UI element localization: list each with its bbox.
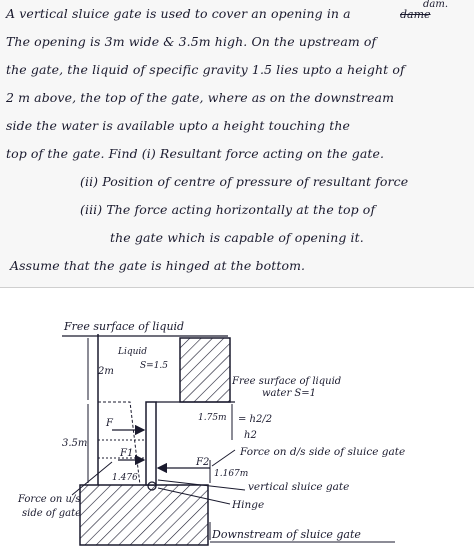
label-35m: 3.5m (62, 438, 88, 449)
dam-lower-block (80, 485, 208, 545)
label-force-us-2: side of gate (22, 508, 82, 519)
problem-line-8: (iii) The force acting horizontally at the top of (80, 202, 376, 217)
problem-line-9: the gate which is capable of opening it. (110, 230, 364, 245)
problem-line-5: side the water is available upto a height touching the (6, 118, 350, 133)
dam-upper-block (180, 338, 230, 402)
label-vertical-gate: vertical sluice gate (248, 481, 350, 493)
label-h2: h2 (244, 430, 257, 441)
label-sg: S=1.5 (140, 361, 169, 371)
problem-line-1: A vertical sluice gate is used to cover an opening in a (6, 6, 351, 21)
correction-word: dam. (423, 0, 449, 10)
label-2m: 2m (98, 366, 114, 377)
leader-force-ds (212, 450, 235, 466)
sluice-gate (146, 402, 156, 485)
label-liquid: Liquid (118, 347, 148, 357)
problem-line-3: the gate, the liquid of specific gravity 1.5 lies upto a height of (6, 62, 405, 77)
label-F2: F2 (196, 457, 210, 468)
label-hinge: Hinge (232, 499, 265, 511)
problem-line-4: 2 m above, the top of the gate, where as on the downstream (6, 90, 395, 105)
problem-line-6: top of the gate. Find (i) Resultant force acting on the gate. (6, 146, 385, 161)
label-downstream: Downstream of sluice gate (212, 528, 361, 541)
problem-line-2: The opening is 3m wide & 3.5m high. On the upstream of (6, 34, 377, 49)
label-free-surface-liquid: Free surface of liquid (64, 320, 185, 333)
label-free-surface-liquid-2: Free surface of liquid (232, 376, 342, 387)
label-eq-half: = h2/2 (238, 414, 273, 425)
label-force-ds: Force on d/s side of sluice gate (240, 446, 406, 458)
problem-line-7: (ii) Position of centre of pressure of resultant force (80, 174, 409, 189)
label-F: F (106, 418, 113, 429)
label-F1: F1 (120, 448, 134, 459)
problem-line-10: Assume that the gate is hinged at the bottom. (10, 258, 306, 273)
label-force-us-1: Force on u/s (18, 494, 81, 505)
label-water: water S=1 (262, 388, 317, 399)
sluice-gate-diagram (0, 290, 474, 550)
label-175m: 1.75m (198, 413, 227, 423)
label-1476: 1.476 (112, 473, 138, 483)
label-1167: 1.167m (214, 469, 249, 479)
struck-word: dame (400, 8, 431, 21)
